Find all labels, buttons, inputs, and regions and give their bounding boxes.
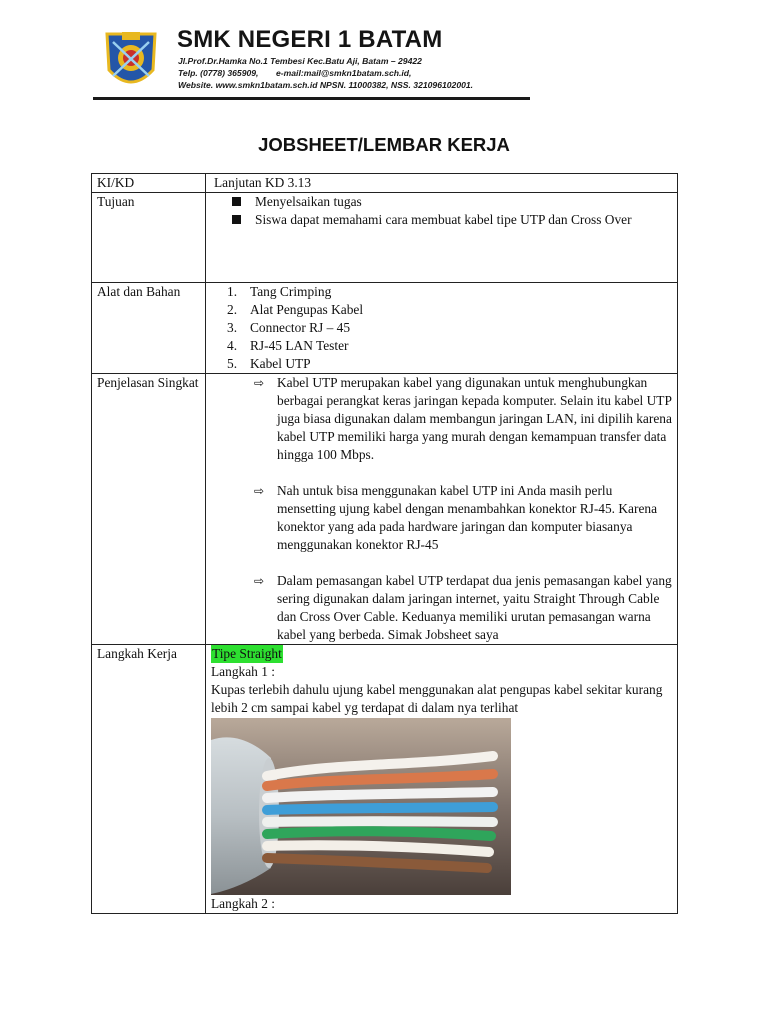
alat-item-text: Alat Pengupas Kabel (250, 302, 364, 317)
value-penjelasan (206, 374, 678, 645)
arrow-right-icon: ⇨ (254, 484, 265, 498)
alat-item-text: Kabel UTP (250, 356, 311, 371)
school-name: SMK NEGERI 1 BATAM (177, 26, 443, 53)
penjelasan-paragraph: Dalam pemasangan kabel UTP terdapat dua jenis pemasangan kabel yang sering digunakan dalam jaringan internet, yaitu Straight Through Cable dan Cross Over Cable. Keduanya memiliki urutan pemasangan warna kabel yang berbeda. Simak Jobsheet saya (277, 573, 672, 642)
list-item (211, 319, 672, 337)
list-item (211, 283, 672, 301)
arrow-right-icon: ⇨ (254, 376, 265, 390)
step1-text: Kupas terlebih dahulu ujung kabel menggunakan alat pengupas kabel sekitar kurang lebih 2 cm sampai kabel yg terdapat di dalam nya terlihat (211, 682, 663, 715)
school-website: Website. www.smkn1batam.sch.id NPSN. 11000382, NSS. 321096102001. (178, 80, 474, 90)
list-item (211, 355, 672, 373)
label-penjelasan: Penjelasan Singkat (92, 374, 206, 645)
list-item (211, 337, 672, 355)
school-logo-icon (103, 28, 159, 96)
square-bullet-icon (232, 197, 241, 206)
list-number: 4. (227, 338, 238, 353)
list-number: 2. (227, 302, 238, 317)
list-item (211, 482, 672, 554)
tujuan-item-text: Menyelsaikan tugas (255, 194, 362, 209)
type-tag-highlight: Tipe Straight (212, 646, 282, 661)
alat-item-text: Connector RJ – 45 (250, 320, 351, 335)
school-email: e-mail:mail@smkn1batam.sch.id, (276, 68, 412, 78)
list-number: 1. (227, 284, 238, 299)
list-number: 3. (227, 320, 238, 335)
arrow-right-icon: ⇨ (254, 574, 265, 588)
value-kikd (206, 174, 678, 193)
value-tujuan (206, 193, 678, 283)
row-kikd (92, 174, 678, 193)
list-item (211, 374, 672, 464)
penjelasan-paragraph: Kabel UTP merupakan kabel yang digunakan untuk menghubungkan berbagai perangkat keras jaringan kepada komputer. Selain itu kabel UTP juga biasa digunakan dalam membangun jaringan LAN, ini dipilih karena kabel UTP memiliki harga yang murah dengan kemampuan transfer data hingga 100 Mbps. (277, 375, 672, 462)
document-title: JOBSHEET/LEMBAR KERJA (258, 134, 510, 155)
label-tujuan: Tujuan (92, 193, 206, 283)
row-langkah (92, 645, 678, 914)
penjelasan-paragraph: Nah untuk bisa menggunakan kabel UTP ini Anda masih perlu mensetting ujung kabel dengan menambahkan konektor RJ-45. Karena konektor yang ada pada hardware jaringan dan komputer biasanya menggunakan konektor RJ-45 (277, 483, 658, 552)
school-telp: Telp. (0778) 365909, (178, 68, 259, 78)
square-bullet-icon (232, 215, 241, 224)
label-kikd: KI/KD (92, 174, 206, 193)
label-langkah: Langkah Kerja (92, 645, 206, 914)
school-address: Jl.Prof.Dr.Hamka No.1 Tembesi Kec.Batu Aji, Batam – 29422 (178, 56, 422, 66)
letterhead-rule (93, 97, 530, 100)
row-tujuan (92, 193, 678, 283)
row-penjelasan (92, 374, 678, 645)
tujuan-item-text: Siswa dapat memahami cara membuat kabel tipe UTP dan Cross Over (255, 212, 632, 227)
list-item (211, 301, 672, 319)
list-item (211, 193, 672, 211)
step2-title: Langkah 2 : (211, 896, 275, 911)
list-item (211, 572, 672, 644)
kikd-value-text: Lanjutan KD 3.13 (214, 175, 312, 190)
jobsheet-table (91, 173, 678, 914)
list-item (211, 211, 672, 229)
alat-item-text: RJ-45 LAN Tester (250, 338, 349, 353)
school-contact (178, 68, 411, 79)
label-alat: Alat dan Bahan (92, 283, 206, 374)
value-langkah (206, 645, 678, 914)
alat-item-text: Tang Crimping (250, 284, 332, 299)
list-number: 5. (227, 356, 238, 371)
row-alat (92, 283, 678, 374)
step1-title: Langkah 1 : (211, 664, 275, 679)
value-alat (206, 283, 678, 374)
utp-cable-photo (211, 718, 511, 895)
letterhead (95, 24, 531, 100)
